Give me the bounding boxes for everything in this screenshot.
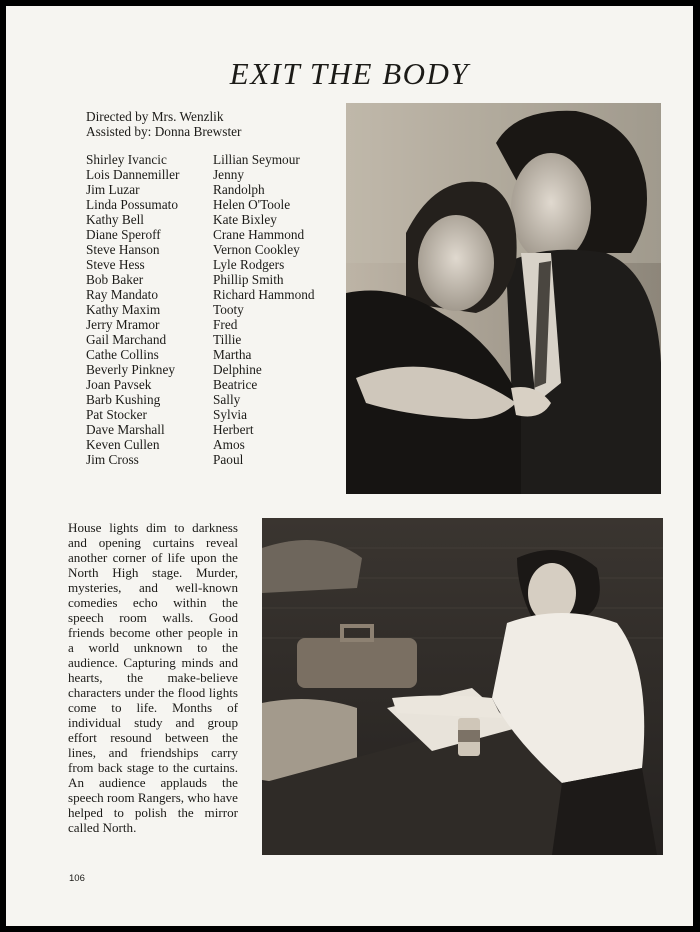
cast-role-name: Amos bbox=[213, 437, 245, 452]
cast-role-name: Randolph bbox=[213, 182, 265, 197]
cast-actor-name: Joan Pavsek bbox=[86, 377, 152, 392]
caption-paragraph: House lights dim to darkness and opening curtains reveal another corner of life upon the North High stage. Murder, mysteries, and well-known comedies echo within the speech room walls. Good friends become other people in a world unknown to the audience. Capturing minds and hearts, the make-believe characters under the flood lights come to life. Months of individual study and group effort resound between the lines, and friendships carry from back stage to the curtains. An audience applauds the speech room Rangers, who have helped to polish the mirror called North. bbox=[68, 520, 238, 835]
cast-role-name: Paoul bbox=[213, 452, 244, 467]
cast-actor-name: Pat Stocker bbox=[86, 407, 147, 422]
page-number: 106 bbox=[69, 873, 85, 884]
cast-actor-name: Keven Cullen bbox=[86, 437, 160, 452]
cast-actor-name: Dave Marshall bbox=[86, 422, 165, 437]
cast-role-name: Delphine bbox=[213, 362, 262, 377]
assistant-credit: Assisted by: Donna Brewster bbox=[86, 124, 242, 139]
cast-roles-column bbox=[213, 152, 315, 467]
cast-role-name: Tillie bbox=[213, 332, 242, 347]
cast-role-name: Tooty bbox=[213, 302, 244, 317]
cast-actor-name: Bob Baker bbox=[86, 272, 144, 287]
cast-actor-name: Ray Mandato bbox=[86, 287, 159, 302]
cast-actor-name: Kathy Bell bbox=[86, 212, 144, 227]
cast-role-name: Vernon Cookley bbox=[213, 242, 300, 257]
cast-role-name: Helen O'Toole bbox=[213, 197, 291, 212]
cast-actor-name: Kathy Maxim bbox=[86, 302, 161, 317]
cast-actor-name: Barb Kushing bbox=[86, 392, 161, 407]
cast-role-name: Phillip Smith bbox=[213, 272, 284, 287]
cast-role-name: Crane Hammond bbox=[213, 227, 305, 242]
cast-role-name: Sylvia bbox=[213, 407, 247, 422]
yearbook-page bbox=[6, 6, 693, 926]
cast-actor-name: Jim Cross bbox=[86, 452, 139, 467]
cast-role-name: Kate Bixley bbox=[213, 212, 277, 227]
cast-actor-name: Steve Hess bbox=[86, 257, 145, 272]
cast-role-name: Beatrice bbox=[213, 377, 258, 392]
cast-role-name: Herbert bbox=[213, 422, 254, 437]
photo-girl-reading-script bbox=[262, 518, 663, 855]
cast-role-name: Jenny bbox=[213, 167, 245, 182]
director-credit: Directed by Mrs. Wenzlik bbox=[86, 109, 224, 124]
page-title: EXIT THE BODY bbox=[229, 56, 470, 91]
cast-actor-name: Diane Speroff bbox=[86, 227, 161, 242]
cast-role-name: Sally bbox=[213, 392, 241, 407]
cast-actor-name: Shirley Ivancic bbox=[86, 152, 167, 167]
cast-actor-name: Beverly Pinkney bbox=[86, 362, 176, 377]
cast-actor-name: Lois Dannemiller bbox=[86, 167, 180, 182]
cast-actor-name: Gail Marchand bbox=[86, 332, 167, 347]
photo-actors-embrace bbox=[346, 103, 661, 494]
credits-block bbox=[86, 109, 241, 139]
cast-actors-column bbox=[86, 152, 179, 467]
cast-role-name: Richard Hammond bbox=[213, 287, 315, 302]
cast-actor-name: Linda Possumato bbox=[86, 197, 178, 212]
cast-actor-name: Steve Hanson bbox=[86, 242, 160, 257]
cast-role-name: Lyle Rodgers bbox=[213, 257, 285, 272]
cast-actor-name: Jim Luzar bbox=[86, 182, 140, 197]
cast-role-name: Fred bbox=[213, 317, 238, 332]
cast-role-name: Lillian Seymour bbox=[213, 152, 300, 167]
cast-actor-name: Jerry Mramor bbox=[86, 317, 160, 332]
cast-role-name: Martha bbox=[213, 347, 252, 362]
cast-actor-name: Cathe Collins bbox=[86, 347, 159, 362]
